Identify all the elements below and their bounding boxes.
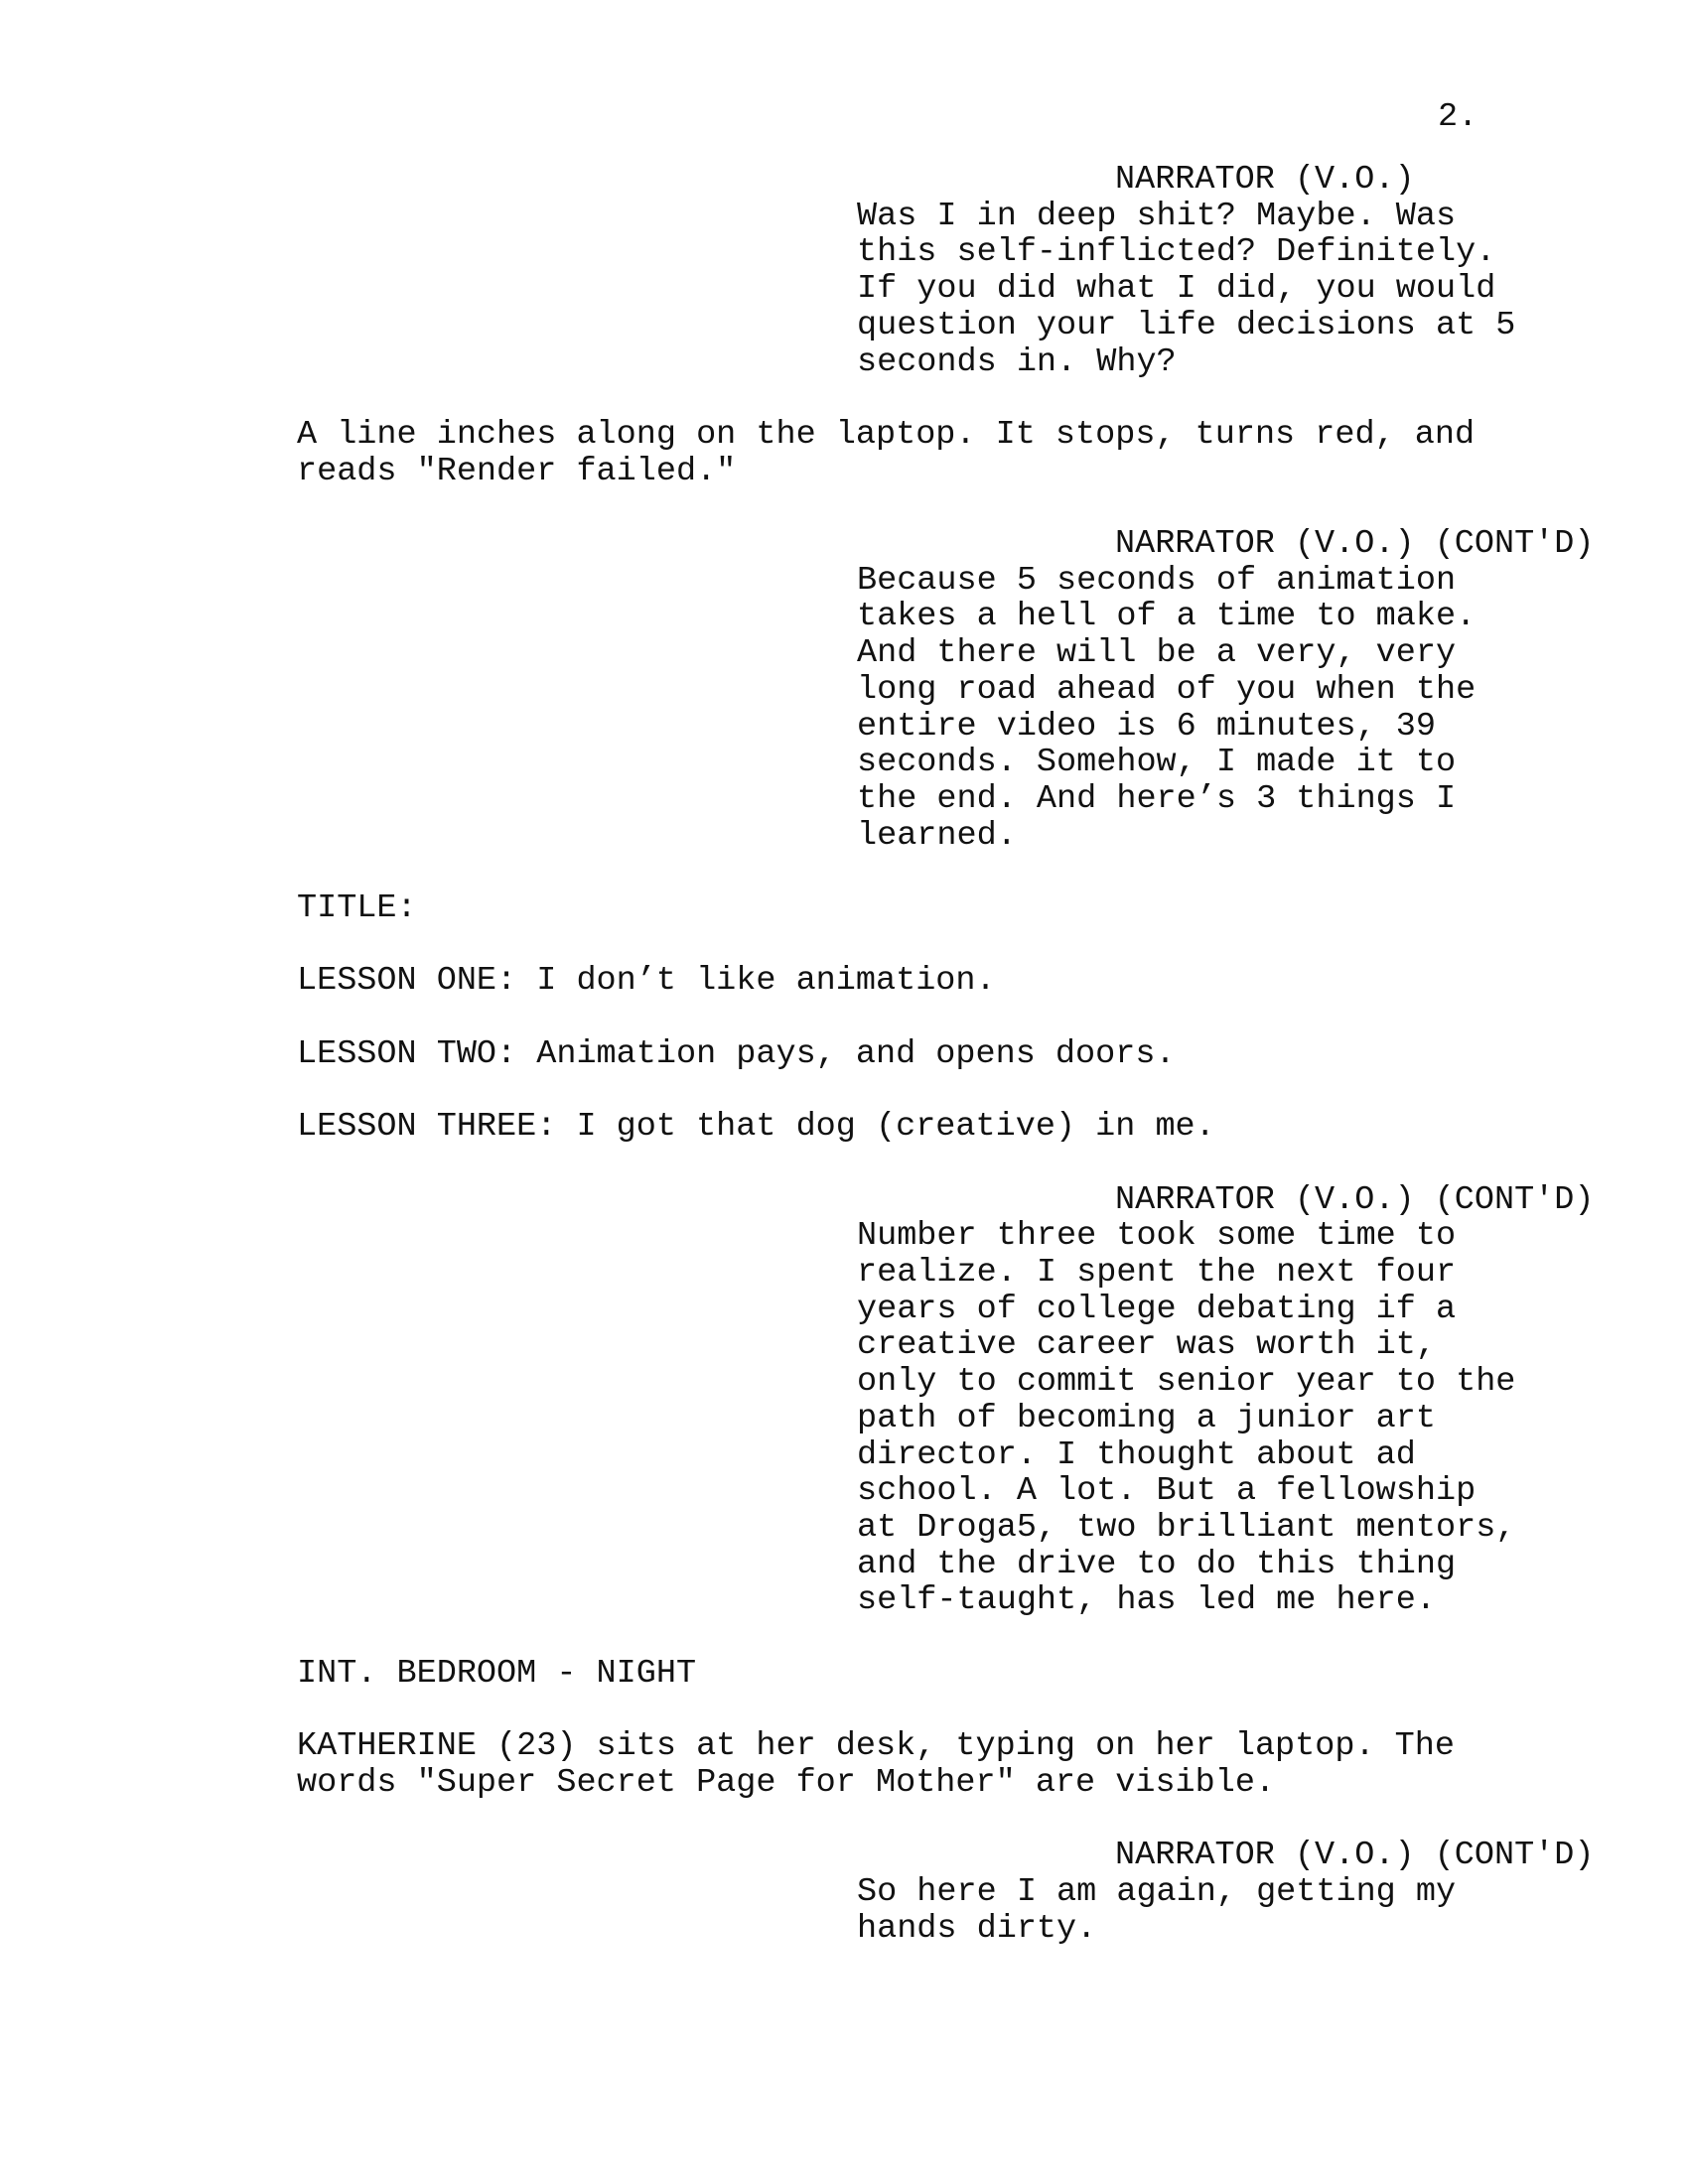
dialogue-line: seconds. Somehow, I made it to: [857, 744, 1457, 782]
dialogue-line: at Droga5, two brilliant mentors,: [857, 1508, 1516, 1547]
dialogue-text: [577, 1217, 1516, 1620]
action-line: words "Super Secret Page for Mother" are visible.: [297, 1763, 1276, 1802]
action-line: TITLE:: [297, 889, 417, 928]
dialogue-line: Was I in deep shit? Maybe. Was: [857, 197, 1457, 235]
dialogue-line: Number three took some time to: [857, 1217, 1457, 1256]
action-line: KATHERINE (23) sits at her desk, typing on her laptop. The: [297, 1727, 1455, 1766]
character-cue: NARRATOR (V.O.) (CONT'D): [1115, 525, 1595, 563]
dialogue-line: question your life decisions at 5: [857, 306, 1516, 344]
action-block: [297, 1109, 1488, 1146]
dialogue-line: path of becoming a junior art: [857, 1399, 1436, 1437]
dialogue-block: [297, 525, 1595, 855]
dialogue-line: So here I am again, getting my: [857, 1872, 1457, 1911]
action-block: [297, 1728, 1488, 1801]
dialogue-line: years of college debating if a: [857, 1290, 1457, 1328]
dialogue-text: [577, 197, 1516, 381]
character-cue: NARRATOR (V.O.): [1115, 161, 1415, 199]
action-line: A line inches along on the laptop. It stops, turns red, and: [297, 415, 1476, 454]
dialogue-block: [297, 1837, 1595, 1948]
dialogue-line: only to commit senior year to the: [857, 1363, 1516, 1402]
character-cue: NARRATOR (V.O.) (CONT'D): [1115, 1837, 1595, 1875]
dialogue-line: self-taught, has led me here.: [857, 1581, 1436, 1620]
character-cue: NARRATOR (V.O.) (CONT'D): [1115, 1180, 1595, 1219]
action-line: LESSON TWO: Animation pays, and opens doors.: [297, 1034, 1176, 1073]
dialogue-line: And there will be a very, very: [857, 634, 1457, 673]
dialogue-line: If you did what I did, you would: [857, 270, 1496, 309]
action-line: INT. BEDROOM - NIGHT: [297, 1654, 697, 1693]
action-block: [297, 963, 1488, 1000]
dialogue-line: creative career was worth it,: [857, 1326, 1436, 1365]
dialogue-text: [577, 1874, 1488, 1947]
dialogue-line: learned.: [857, 816, 1017, 855]
dialogue-block: [297, 1180, 1595, 1620]
dialogue-text: [577, 563, 1488, 855]
action-line: LESSON THREE: I got that dog (creative) in me.: [297, 1108, 1215, 1147]
dialogue-block: [297, 161, 1516, 381]
dialogue-line: seconds in. Why?: [857, 342, 1177, 381]
dialogue-line: school. A lot. But a fellowship: [857, 1472, 1477, 1511]
dialogue-line: director. I thought about ad: [857, 1435, 1416, 1474]
screenplay-body: [297, 161, 1595, 1948]
action-block: [297, 417, 1488, 489]
dialogue-line: entire video is 6 minutes, 39: [857, 707, 1436, 746]
action-block: [297, 890, 1488, 927]
dialogue-line: takes a hell of a time to make.: [857, 598, 1477, 636]
action-block: [297, 1036, 1488, 1073]
action-line: reads "Render failed.": [297, 452, 737, 490]
dialogue-line: hands dirty.: [857, 1909, 1097, 1948]
dialogue-line: this self-inflicted? Definitely.: [857, 233, 1496, 272]
page-number: 2.: [1438, 98, 1478, 136]
action-block: [297, 1656, 1488, 1693]
dialogue-line: long road ahead of you when the: [857, 670, 1477, 709]
dialogue-line: and the drive to do this thing: [857, 1545, 1457, 1583]
dialogue-line: realize. I spent the next four: [857, 1253, 1457, 1292]
dialogue-line: Because 5 seconds of animation: [857, 561, 1457, 600]
dialogue-line: the end. And here’s 3 things I: [857, 779, 1457, 818]
action-line: LESSON ONE: I don’t like animation.: [297, 962, 996, 1001]
